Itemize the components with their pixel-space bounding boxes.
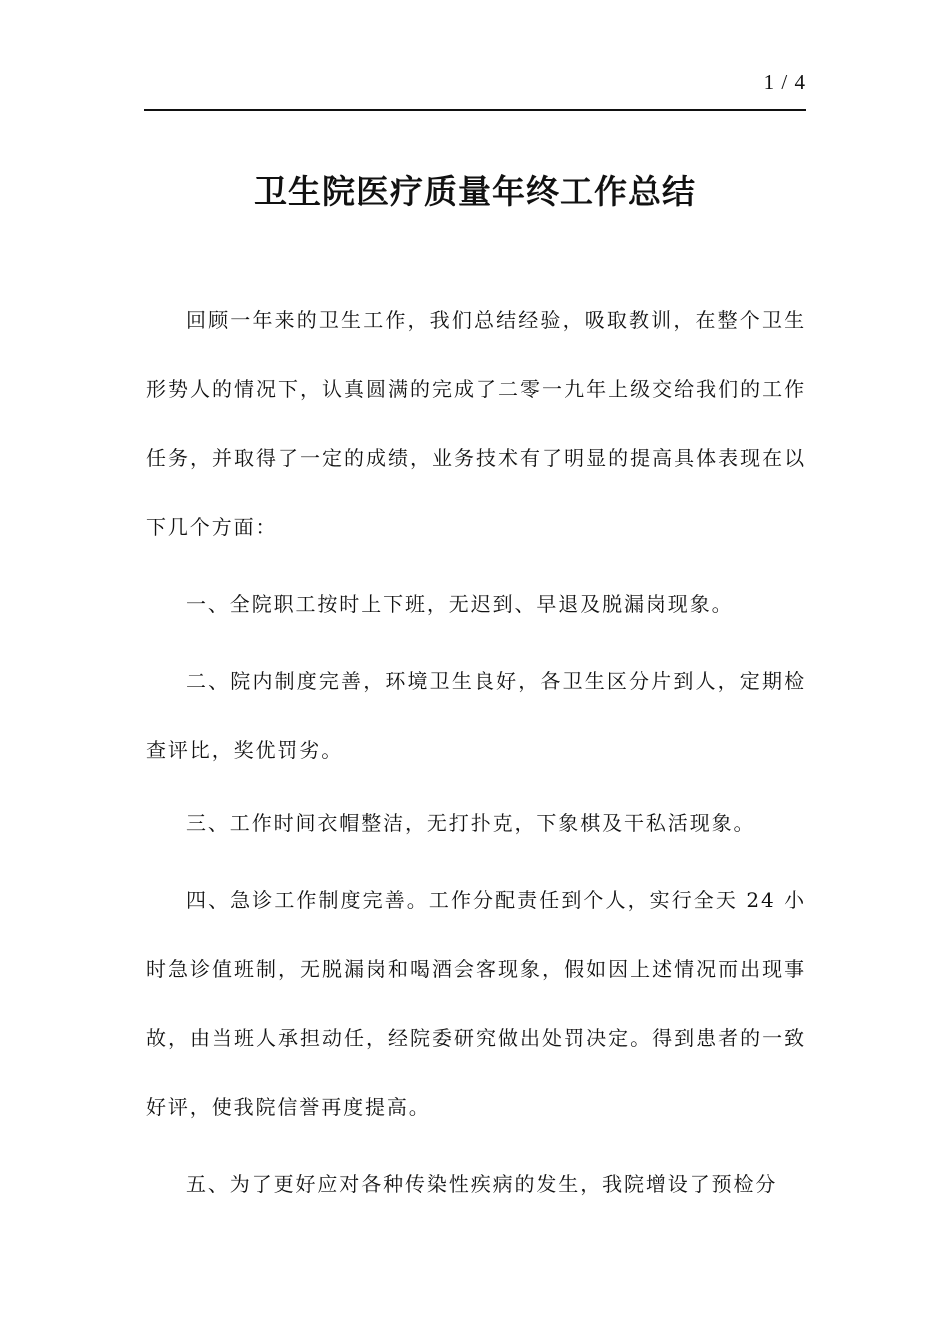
paragraph-item-3: 三、工作时间衣帽整洁，无打扑克，下象棋及干私活现象。	[186, 811, 756, 835]
paragraph-item-4: 四、急诊工作制度完善。工作分配责任到个人，实行全天 24 小时急诊值班制，无脱漏岗和喝酒会客现象，假如因上述情况而出现事故，由当班人承担动任，经院委研究做出处罚决定。得到患者的一致好评，使我院信誉再度提高。	[146, 888, 806, 1119]
document-title: 卫生院医疗质量年终工作总结	[254, 172, 696, 211]
paragraph-item-2: 二、院内制度完善，环境卫生良好，各卫生区分片到人，定期检查评比，奖优罚劣。	[146, 669, 806, 762]
paragraph-item-1: 一、全院职工按时上下班，无迟到、早退及脱漏岗现象。	[186, 592, 734, 616]
paragraph-intro: 回顾一年来的卫生工作，我们总结经验，吸取教训，在整个卫生形势人的情况下，认真圆满的完成了二零一九年上级交给我们的工作任务，并取得了一定的成绩，业务技术有了明显的提高具体表现在以下几个方面：	[146, 308, 806, 539]
document-body	[146, 286, 806, 1227]
paragraph-item-5: 五、为了更好应对各种传染性疾病的发生，我院增设了预检分	[186, 1172, 778, 1196]
page-number: 1 / 4	[763, 70, 806, 94]
header-divider	[144, 109, 806, 111]
